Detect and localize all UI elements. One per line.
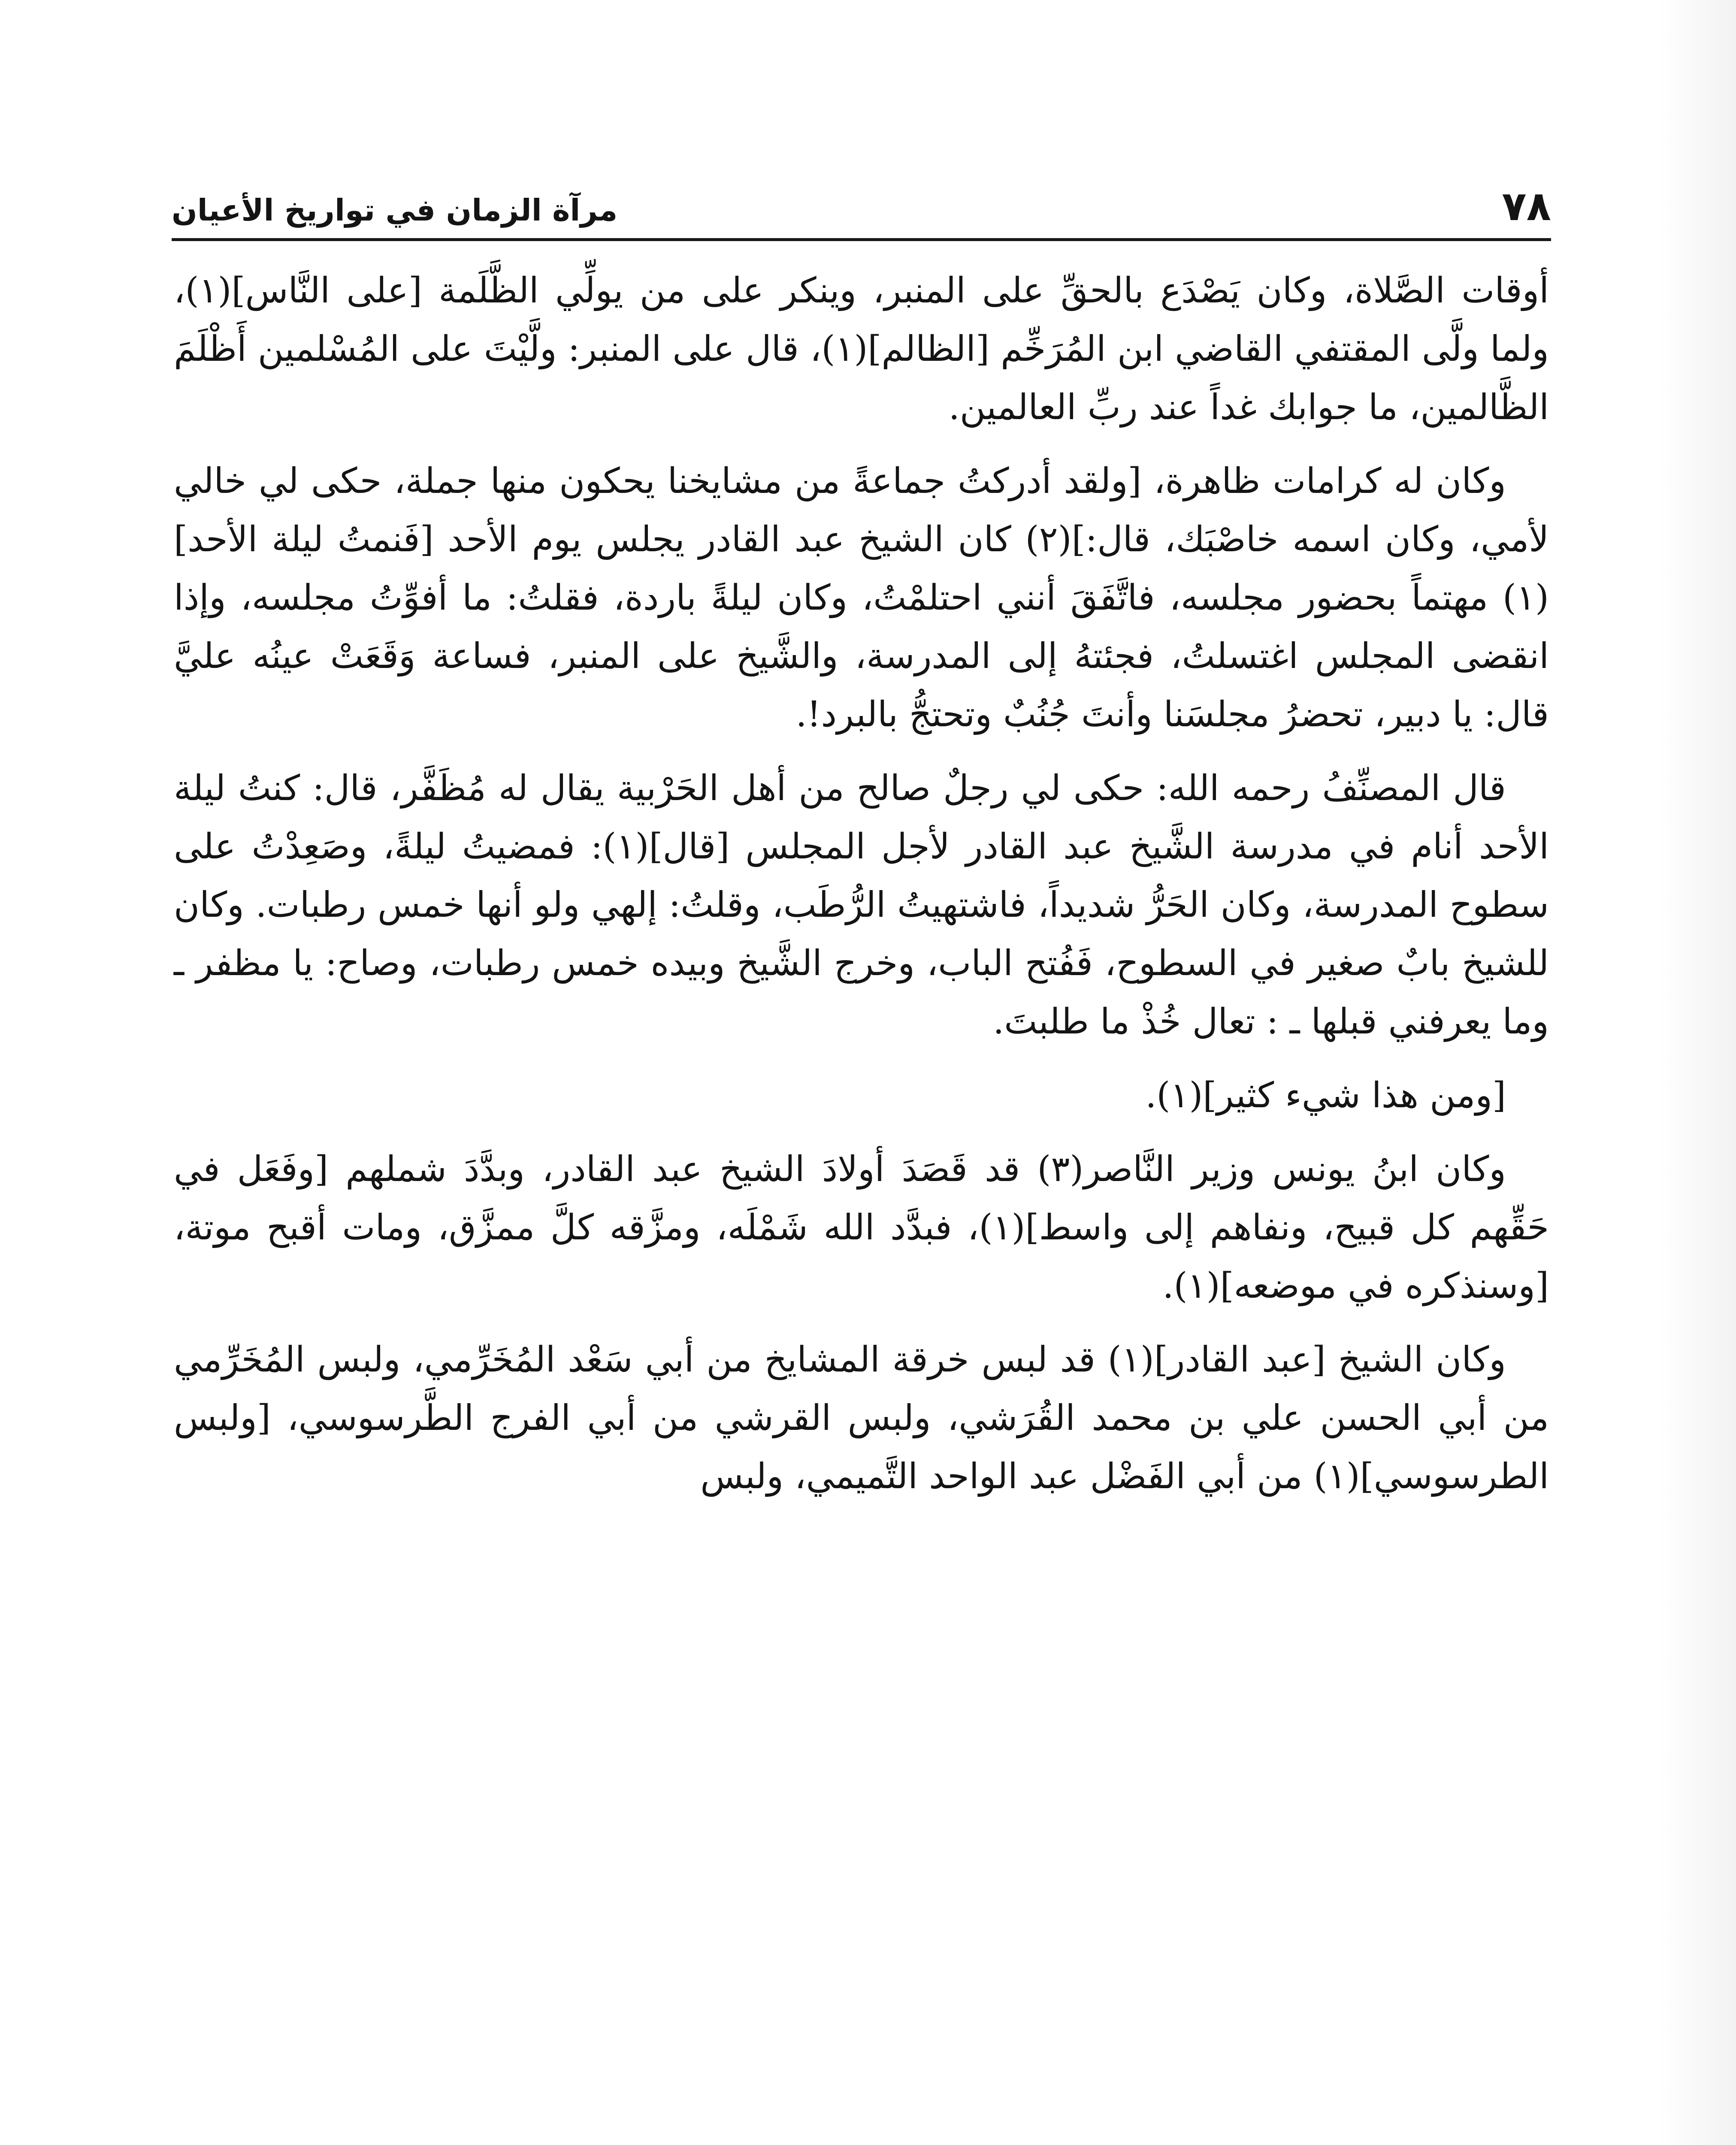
main-text bbox=[174, 262, 1549, 2145]
paragraph: وكان ابنُ يونس وزير النَّاصر(٣) قد قَصَدَ أولادَ الشيخ عبد القادر، وبدَّدَ شملهم [وفَعَل في حَقِّهم كل قبيح، ونفاهم إلى واسط](١)، فبدَّد الله شَمْلَه، ومزَّقه كلَّ ممزَّق، ومات أقبح موتة، [وسنذكره في موضعه](١). bbox=[174, 1149, 1549, 1306]
page-number: ٧٨ bbox=[1502, 183, 1551, 230]
paragraph: قال المصنِّفُ رحمه الله: حكى لي رجلٌ صالح من أهل الحَرْبية يقال له مُظَفَّر، قال: كنتُ ليلة الأحد أنام في مدرسة الشَّيخ عبد القادر لأجل المجلس [قال](١): فمضيتُ ليلةً، وصَعِدْتُ على سطوح المدرسة، وكان الحَرُّ شديداً، فاشتهيتُ الرُّطَب، وقلتُ: إلهي ولو أنها خمس رطبات. وكان للشيخ بابٌ صغير في السطوح، فَفُتح الباب، وخرج الشَّيخ وبيده خمس رطبات، وصاح: يا مظفر ـ وما يعرفني قبلها ـ : تعال خُذْ ما طلبتَ. bbox=[174, 768, 1549, 1042]
paragraph: وكان له كرامات ظاهرة، [ولقد أدركتُ جماعةً من مشايخنا يحكون منها جملة، حكى لي خالي لأمي، وكان اسمه خاصْبَك، قال:](٢) كان الشيخ عبد القادر يجلس يوم الأحد [فَنمتُ ليلة الأحد](١) مهتماً بحضور مجلسه، فاتَّفَقَ أنني احتلمْتُ، وكان ليلةً باردة، فقلتُ: ما أفوِّتُ مجلسه، وإذا انقضى المجلس اغتسلتُ، فجئتهُ إلى المدرسة، والشَّيخ على المنبر، فساعة وَقَعَتْ عينُه عليَّ قال: يا دبير، تحضرُ مجلسَنا وأنتَ جُنُبٌ وتحتجُّ بالبرد!. bbox=[174, 461, 1549, 735]
header-rule bbox=[172, 238, 1551, 241]
scan-edge-shadow bbox=[1659, 0, 1736, 2145]
paragraph: [ومن هذا شيء كثير](١). bbox=[1145, 1075, 1506, 1116]
running-head bbox=[172, 169, 1551, 234]
book-title: مرآة الزمان في تواريخ الأعيان bbox=[172, 193, 618, 228]
paragraph: وكان الشيخ [عبد القادر](١) قد لبس خرقة المشايخ من أبي سَعْد المُخَرِّمي، ولبس المُخَرِّمي من أبي الحسن علي بن محمد القُرَشي، ولبس القرشي من أبي الفرج الطَّرسوسي، [ولبس الطرسوسي](١) من أبي الفَضْل عبد الواحد التَّميمي، ولبس bbox=[174, 1339, 1549, 1497]
paragraph: أوقات الصَّلاة، وكان يَصْدَع بالحقِّ على المنبر، وينكر على من يولِّي الظَّلَمة [على النَّاس](١)، ولما ولَّى المقتفي القاضي ابن المُرَخِّم [الظالم](١)، قال على المنبر: ولَّيْتَ على المُسْلمين أَظْلَمَ الظَّالمين، ما جوابك غداً عند ربِّ العالمين. bbox=[174, 270, 1549, 428]
